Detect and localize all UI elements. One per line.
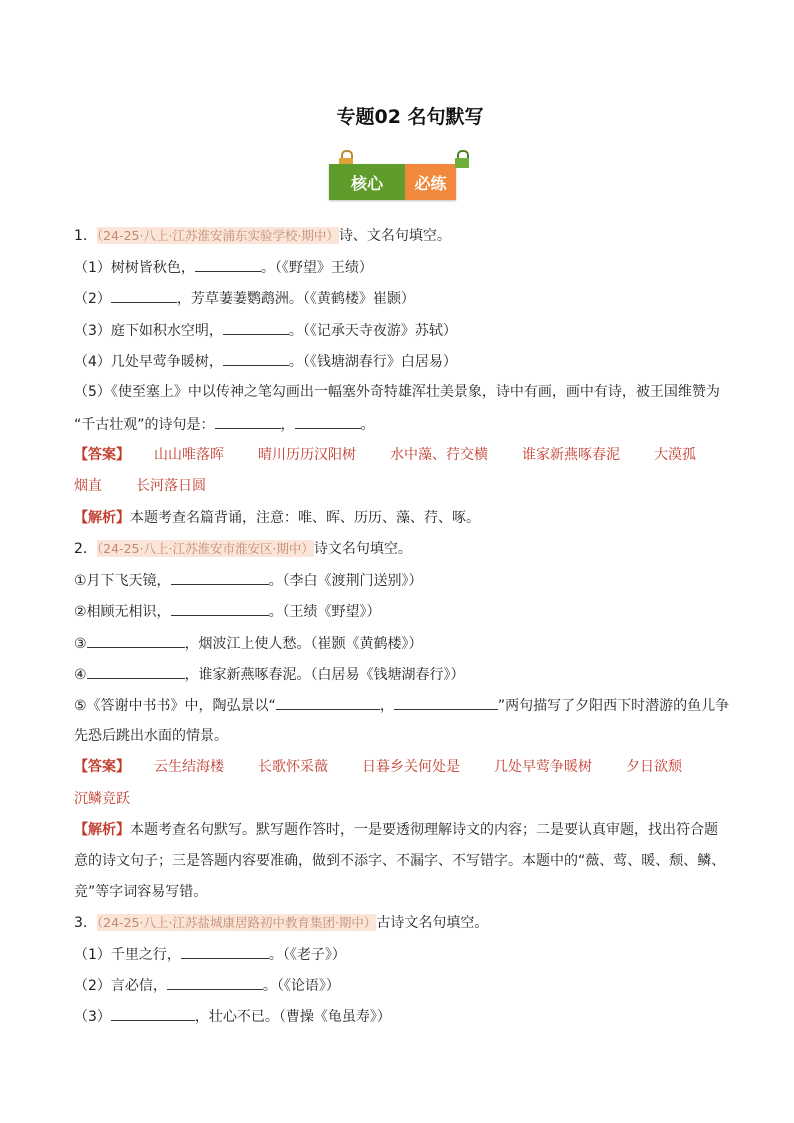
question-item [74, 664, 754, 685]
question-item [74, 570, 754, 591]
section-badge [329, 150, 456, 206]
answer-line-continued [74, 789, 754, 809]
analysis-text: 本题考查名篇背诵，注意：唯、晖、历历、藻、荇、啄。 [130, 510, 480, 526]
item-text: （1）千里之行， [74, 947, 181, 963]
question-source: （24-25·八上·江苏淮安市淮安区·期中） [96, 541, 314, 556]
answer-blank [87, 633, 185, 648]
page-title: 专题02 名句默写 [336, 106, 484, 128]
item-text: ，芳草萋萋鹦鹉洲。（《黄鹤楼》崔颢） [176, 291, 415, 307]
analysis-line: 意的诗文句子；三是答题内容要准确，做到不添字、不漏字、不写错字。本题中的“薇、莺、暖、颓、鳞、 [74, 853, 726, 869]
answer-blank [215, 414, 281, 429]
analysis-line [74, 820, 754, 840]
item-text: ②相顾无相识， [74, 604, 171, 620]
question-item [74, 695, 754, 716]
item-text: ⑤《答谢中书书》中，陶弘景以“ [74, 698, 276, 714]
item-text: “千古壮观”的诗句是： [74, 417, 215, 433]
item-text: ，烟波江上使人愁。（崔颢《黄鹤楼》） [184, 636, 423, 652]
question-item: （5）《使至塞上》中以传神之笔勾画出一幅塞外奇特雄浑壮美景象，诗中有画，画中有诗，被王国维赞为 [74, 384, 720, 400]
answer-blank [111, 288, 177, 303]
answer-blank [171, 570, 269, 585]
item-text: 。（《记承天寺夜游》苏轼） [288, 323, 457, 339]
item-text: 。（《钱塘湖春行》白居易） [288, 354, 457, 370]
item-text: （4）几处早莺争暖树， [74, 354, 223, 370]
item-text: ，壮心不已。（曹操《龟虽寿》） [194, 1009, 391, 1025]
analysis-line [74, 508, 754, 528]
item-text: ③ [74, 636, 87, 652]
answer-item: 晴川历历汉阳树 [258, 447, 356, 463]
item-text: 。（王绩《野望》） [268, 604, 381, 620]
question-stem: 诗、文名句填空。 [338, 228, 451, 244]
question-source: （24-25·八上·江苏淮安浦东实验学校·期中） [96, 228, 339, 243]
item-text: （3）庭下如积水空明， [74, 323, 223, 339]
item-text: （3） [74, 1009, 111, 1025]
question-item: 先恐后跳出水面的情景。 [74, 728, 228, 744]
answer-line [74, 445, 754, 465]
binder-clip-icon [453, 150, 471, 170]
answer-item: 长歌怀采薇 [258, 759, 328, 775]
question-item [74, 975, 754, 996]
item-text: （2） [74, 291, 111, 307]
answer-blank [171, 601, 269, 616]
answer-item: 几处早莺争暖树 [494, 759, 592, 775]
question-item [74, 1006, 754, 1027]
item-text: ，谁家新燕啄春泥。（白居易《钱塘湖春行》） [184, 667, 465, 683]
answer-item: 谁家新燕啄春泥 [522, 447, 620, 463]
answer-tag: 【答案】 [74, 447, 130, 463]
question-number: 2． [74, 541, 97, 557]
item-text: ”两句描写了夕阳西下时潜游的鱼儿争 [497, 698, 730, 714]
answer-item: 云生结海楼 [154, 759, 224, 775]
question-stem: 古诗文名句填空。 [376, 915, 489, 931]
answer-tag: 【答案】 [74, 759, 130, 775]
item-text: 。 [360, 417, 375, 433]
analysis-line: 竞”等字词容易写错。 [74, 884, 208, 900]
answer-line [74, 757, 754, 777]
question-source: （24-25·八上·江苏盐城康居路初中教育集团·期中） [96, 915, 377, 930]
badge-label-practice: 必练 [405, 164, 456, 200]
question-item [74, 601, 754, 622]
answer-blank [223, 351, 289, 366]
question-item [74, 414, 754, 435]
item-text: ④ [74, 667, 87, 683]
answer-item: 长河落日圆 [136, 478, 206, 494]
answer-blank [223, 320, 289, 335]
answer-blank [167, 975, 263, 990]
answer-item: 大漠孤 [654, 447, 696, 463]
analysis-text: 本题考查名句默写。默写题作答时，一是要透彻理解诗文的内容；二是要认真审题，找出符合题 [130, 822, 718, 838]
answer-item: 日暮乡关何处是 [362, 759, 460, 775]
answer-blank [276, 695, 380, 710]
answer-item: 水中藻、荇交横 [390, 447, 488, 463]
question-item [74, 351, 754, 372]
item-text: 。（李白《渡荆门送别》） [268, 573, 423, 589]
question-2-header [74, 539, 754, 559]
item-text: 。（《论语》） [262, 978, 340, 994]
answer-item: 沉鳞竞跃 [74, 791, 130, 807]
question-1-header [74, 226, 754, 246]
question-item [74, 944, 754, 965]
answer-item: 山山唯落晖 [154, 447, 224, 463]
answer-blank [394, 695, 498, 710]
answer-blank [195, 257, 261, 272]
question-number: 1． [74, 228, 97, 244]
answer-item: 烟直 [74, 478, 102, 494]
item-text: ， [379, 698, 394, 714]
item-text: 。（《老子》） [268, 947, 346, 963]
answer-blank [295, 414, 361, 429]
badge-label-core: 核心 [329, 164, 405, 200]
question-number: 3． [74, 915, 97, 931]
answer-blank [111, 1006, 195, 1021]
item-text: 。（《野望》王绩） [260, 260, 373, 276]
analysis-tag: 【解析】 [74, 822, 130, 838]
question-stem: 诗文名句填空。 [313, 541, 412, 557]
answer-line-continued [74, 476, 754, 496]
item-text: （1）树树皆秋色， [74, 260, 195, 276]
question-item [74, 257, 754, 278]
answer-blank [87, 664, 185, 679]
question-3-header [74, 913, 754, 933]
answer-blank [181, 944, 269, 959]
item-text: ①月下飞天镜， [74, 573, 171, 589]
question-item [74, 633, 754, 654]
question-item [74, 288, 754, 309]
item-text: （2）言必信， [74, 978, 167, 994]
analysis-tag: 【解析】 [74, 510, 130, 526]
answer-item: 夕日欲颓 [626, 759, 682, 775]
question-item [74, 320, 754, 341]
item-text: ， [280, 417, 295, 433]
